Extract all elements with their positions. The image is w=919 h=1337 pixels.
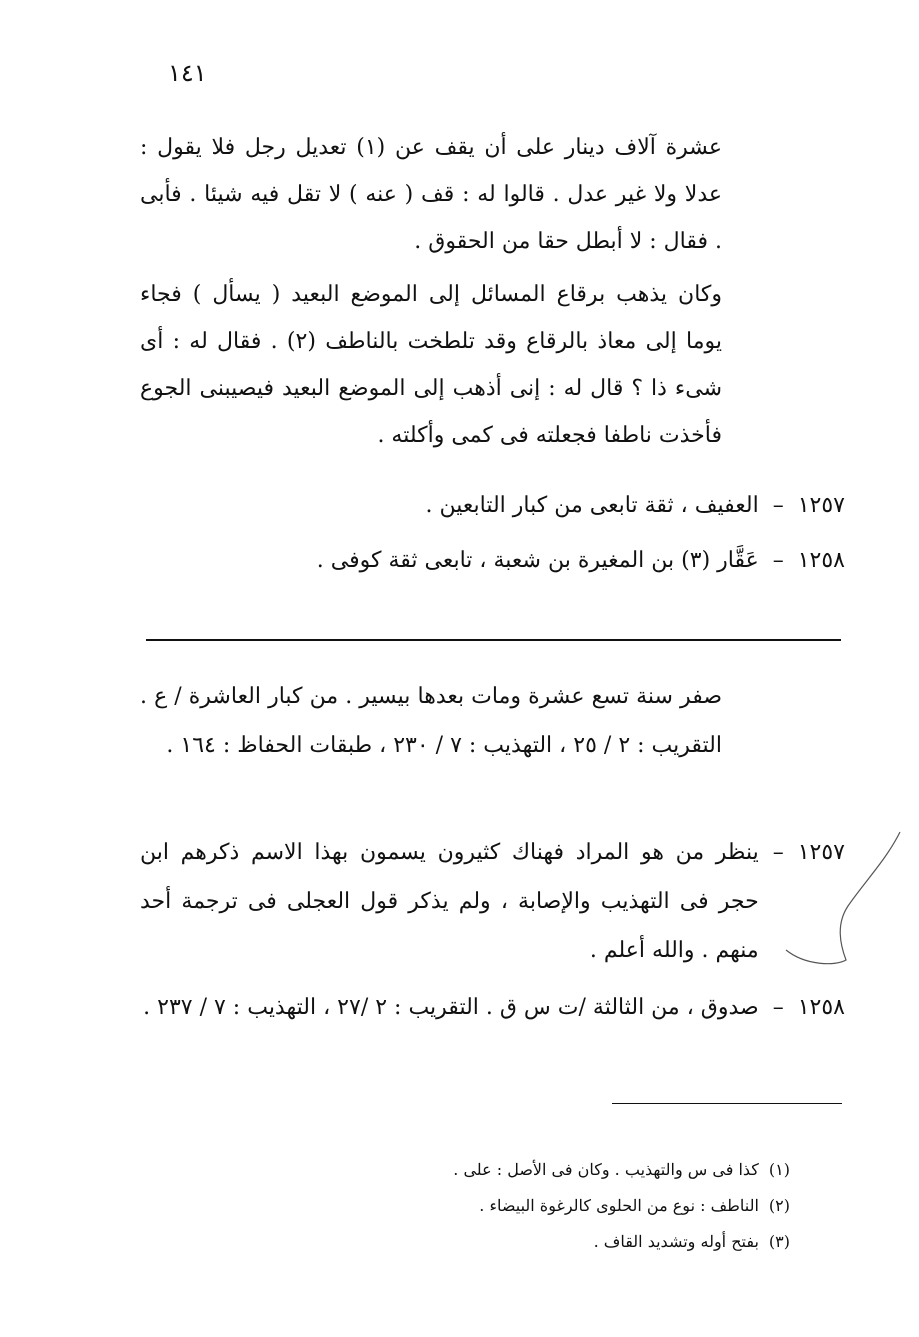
main-paragraph-1: عشرة آلاف دينار على أن يقف عن (١) تعديل رجل فلا يقول : عدلا ولا غير عدل . قالوا له : قف ( عنه ) لا تقل فيه شيئا . فأبى . فقال : لا أبطل حقا من الحقوق . [140, 135, 722, 254]
page-number: ١٤١ [168, 59, 207, 87]
main-text [140, 124, 722, 459]
footnote-number: (٢) [768, 1196, 790, 1215]
entry-1258 [140, 537, 845, 584]
entry-1257 [140, 482, 845, 529]
footnote-text: بفتح أوله وتشديد القاف . [593, 1232, 759, 1251]
note-number: ١٢٥٧ [797, 840, 845, 865]
footnote-number: (٣) [768, 1232, 790, 1251]
entry-number: ١٢٥٧ [797, 493, 845, 518]
note-text: ينظر من هو المراد فهناك كثيرون يسمون بهذا الاسم ذكرهم ابن حجر فى التهذيب والإصابة ، ولم يذكر قول العجلى فى ترجمة أحد منهم . والله أعلم . [140, 840, 759, 963]
note-dash: – [772, 995, 784, 1020]
note-text: صدوق ، من الثالثة /ت س ق . التقريب : ٢ /٢٧ ، التهذيب : ٧ / ٢٣٧ . [143, 995, 759, 1020]
entry-dash: – [772, 548, 784, 573]
section-divider [146, 639, 841, 641]
note-dash: – [772, 840, 784, 865]
note-number: ١٢٥٨ [797, 995, 845, 1020]
footnote-1 [340, 1152, 790, 1188]
footnote-text: كذا فى س والتهذيب . وكان فى الأصل : على . [453, 1160, 759, 1179]
note-1257 [140, 828, 845, 975]
pencil-stroke [786, 832, 900, 964]
note-1258 [140, 983, 845, 1032]
entry-dash: – [772, 493, 784, 518]
entry-number: ١٢٥٨ [797, 548, 845, 573]
footnote-divider [612, 1103, 842, 1104]
entry-text: عَقَّار (٣) بن المغيرة بن شعبة ، تابعى ثقة كوفى . [316, 548, 759, 573]
footnotes [340, 1152, 790, 1260]
footnote-2 [340, 1188, 790, 1224]
entry-text: العفيف ، ثقة تابعى من كبار التابعين . [425, 493, 759, 518]
footnote-number: (١) [768, 1160, 790, 1179]
pencil-annotation-mark [776, 820, 916, 980]
main-paragraph-2: وكان يذهب برقاع المسائل إلى الموضع البعيد ( يسأل ) فجاء يوما إلى معاذ بالرقاع وقد تلطخت بالناطف (٢) . فقال له : أى شىء ذا ؟ قال له : إنى أذهب إلى الموضع البعيد فيصيبنى الجوع فأخذت ناطفا فجعلته فى كمى وأكلته . [140, 282, 722, 448]
footnote-text: الناطف : نوع من الحلوى كالرغوة البيضاء . [479, 1196, 759, 1215]
footnote-3 [340, 1224, 790, 1260]
notes-continuation: صفر سنة تسع عشرة ومات بعدها بيسير . من كبار العاشرة / ع . التقريب : ٢ / ٢٥ ، التهذيب : ٧ / ٢٣٠ ، طبقات الحفاظ : ١٦٤ . [140, 684, 722, 758]
